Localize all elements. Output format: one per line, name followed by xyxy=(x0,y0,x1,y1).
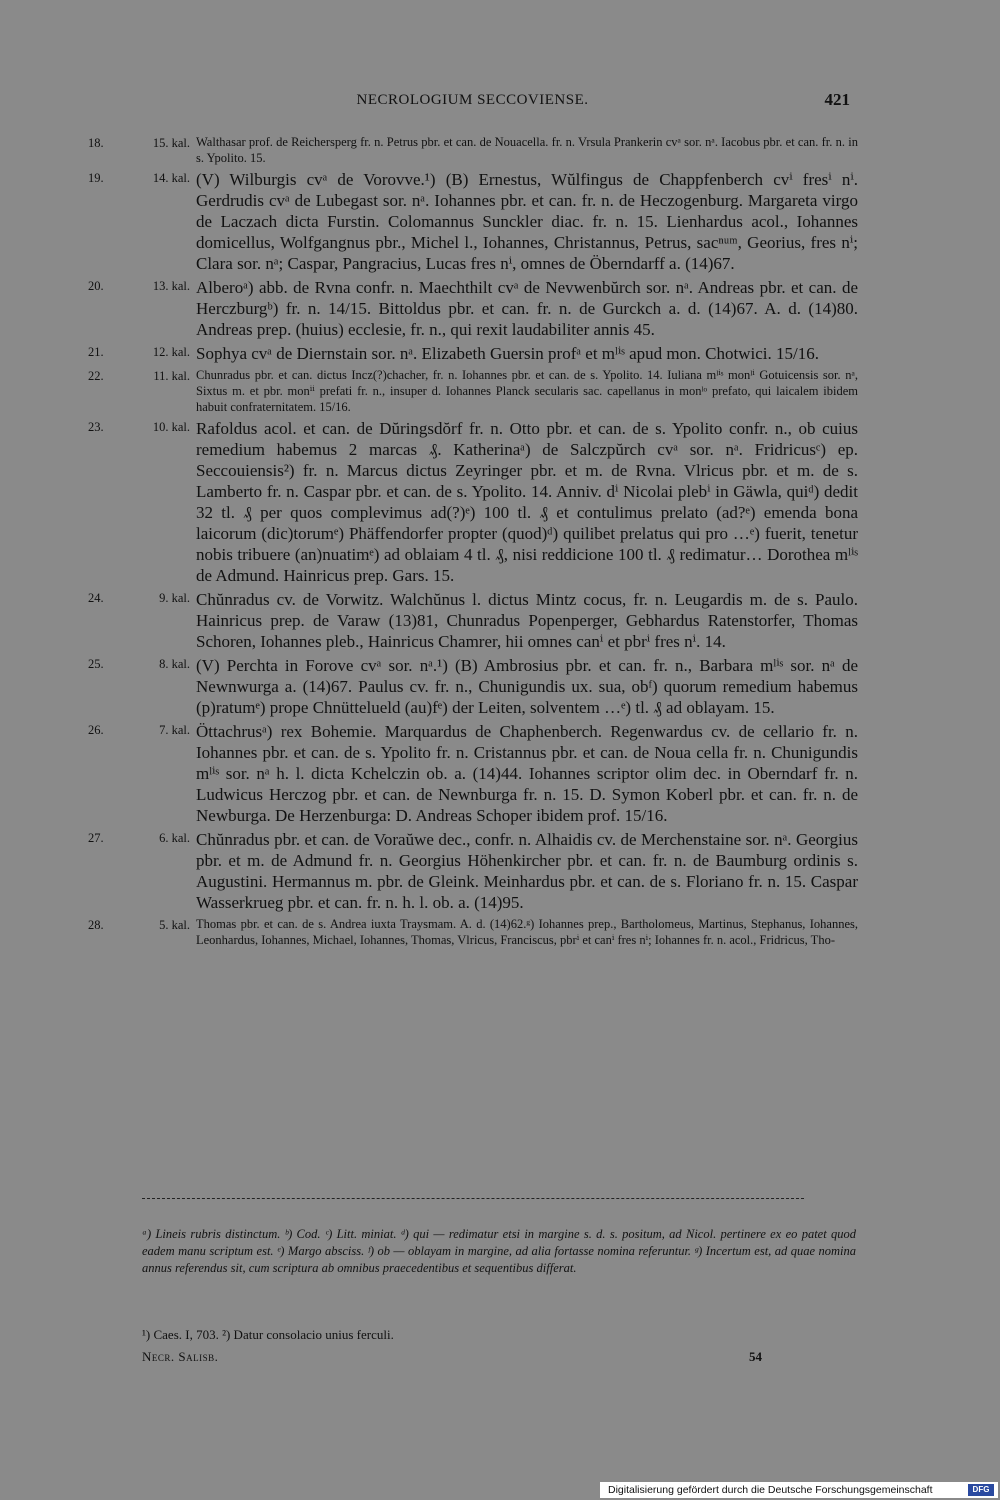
funding-footer xyxy=(600,1482,998,1498)
footnote-divider xyxy=(142,1198,804,1199)
entry-text: Chŭnradus cv. de Vorwitz. Walchŭnus l. dictus Mintz cocus, fr. n. Leugardis m. de s. Paulo. Hainricus prep. de Varaw (13)81, Chunradus Popenperger, Gebhardus Ratenstorfer, Thomas Schoren, Iohannes pleb., Hainricus Chamrer, hii omnes canⁱ et pbrⁱ fres nⁱ. 14. xyxy=(196,590,858,651)
entry-text: Sophya cvᵃ de Diernstain sor. nᵃ. Elizabeth Guersin profᵃ et mˡⁱˢ apud mon. Chotwici. 15/16. xyxy=(196,344,819,363)
entry-row xyxy=(88,829,858,913)
entry-date: 9. kal. xyxy=(159,591,190,605)
entry-date: 8. kal. xyxy=(159,657,190,671)
commentary-notes: ¹) Caes. I, 703. ²) Datur consolacio unius ferculi. xyxy=(142,1327,394,1342)
entry-date: 11. kal. xyxy=(153,369,190,383)
funding-text: Digitalisierung gefördert durch die Deutsche Forschungsgemeinschaft xyxy=(608,1484,933,1496)
entry-number: 28. xyxy=(88,918,104,932)
entry-row xyxy=(88,916,858,948)
page-number: 421 xyxy=(824,90,850,109)
entry-number: 20. xyxy=(88,279,104,293)
entry-date: 5. kal. xyxy=(159,918,190,932)
entry-date: 14. kal. xyxy=(152,171,190,185)
apparatus-footnotes: ᵃ) Lineis rubris distinctum. ᵇ) Cod. ᶜ) Litt. miniat. ᵈ) qui — redimatur etsi in margine s. d. s. positum, ad Nicol. pertinere ex eo patet quod eadem manu scriptum est. ᵉ) Margo absciss. ᶠ) ob — oblayam in margine, ad alia fortasse nomina referuntur. ᵍ) Incertum est, ad quae nomina annus referendus sit, cum scriptura ab omnibus praecedentibus et sequentibus differat. xyxy=(142,1227,856,1275)
entry-number: 18. xyxy=(88,136,104,150)
entry-date: 6. kal. xyxy=(159,831,190,845)
entry-row xyxy=(88,169,858,274)
entry-row xyxy=(88,721,858,826)
entry-row xyxy=(88,367,858,415)
entry-row xyxy=(88,343,858,364)
entry-text: (V) Perchta in Forove cvᵃ sor. nᵃ.¹) (B) Ambrosius pbr. et can. fr. n., Barbara mˡⁱˢ sor. nᵃ de Newnwurga a. (14)67. Paulus cv. fr. n., Chunigundis ux. sua, obᶠ) quorum remedium habemus (p)ratumᵉ) prope Chnüttelueld (au)fᵉ) der Leiten, solventem …ᵉ) tl. ₰ ad oblayam. 15. xyxy=(196,656,858,717)
entry-row xyxy=(88,589,858,652)
entry-row xyxy=(88,277,858,340)
entry-row xyxy=(88,655,858,718)
entry-text: Chunradus pbr. et can. dictus Incz(?)chacher, fr. n. Iohannes pbr. et can. de s. Ypolito. 14. Iuliana mˡⁱˢ monˡⁱ Gotuicensis sor. nᵃ, Sixtus m. et pbr. monⁱⁱ prefati fr. n., insuper d. Iohannes Planck secularis sac. capellanus in monˡᵒ prefato, qui laicalem ibidem habuit confraternitatem. 15/16. xyxy=(196,368,858,414)
entry-list xyxy=(88,134,858,951)
entry-row xyxy=(88,418,858,586)
signature-label: Necr. Salisb. xyxy=(142,1349,219,1364)
entry-number: 22. xyxy=(88,369,104,383)
entry-number: 27. xyxy=(88,831,104,845)
entry-text: (V) Wilburgis cvᵃ de Vorovve.¹) (B) Ernestus, Wŭlfingus de Chappfenberch cvⁱ fresⁱ nⁱ. Gerdrudis cvᵃ de Lubegast sor. nᵃ. Iohannes pbr. et can. fr. n. de Heczogenburg. Margareta virgo de Laczach dicta Furstin. Colomannus Sunckler diac. fr. n. 15. Lienhardus acol., Iohannes domicellus, Wolfgangnus pbr., Michel l., Iohannes, Christannus, Petrus, sacⁿᵘᵐ, Georius, fres nⁱ; Clara sor. nᵃ; Caspar, Pangracius, Lucas fres nⁱ, omnes de Öberndarff a. (14)67. xyxy=(196,170,858,273)
entry-number: 21. xyxy=(88,345,104,359)
entry-number: 26. xyxy=(88,723,104,737)
entry-date: 15. kal. xyxy=(152,136,190,150)
entry-date: 7. kal. xyxy=(159,723,190,737)
entry-number: 25. xyxy=(88,657,104,671)
entry-number: 24. xyxy=(88,591,104,605)
entry-text: Chŭnradus pbr. et can. de Voraŭwe dec., confr. n. Alhaidis cv. de Merchenstaine sor. nᵃ. Georgius pbr. et m. de Admund fr. n. Georgius Höhenkircher pbr. et can. fr. n. de Baumburg ordinis s. Augustini. Hermannus m. pbr. de Gleink. Meinhardus pbr. et can. de s. Floriano fr. n. 15. Caspar Wasserkrueg pbr. et can. fr. n. h. l. ob. a. (14)95. xyxy=(196,830,858,912)
entry-date: 10. kal. xyxy=(152,420,190,434)
dfg-logo-icon: DFG xyxy=(968,1484,994,1496)
entry-text: Walthasar prof. de Reichersperg fr. n. Petrus pbr. et can. de Nouacella. fr. n. Vrsula Prankerin cvᵃ sor. nᵃ. Iacobus pbr. et can. fr. n. in s. Ypolito. 15. xyxy=(196,135,858,165)
running-head xyxy=(0,92,1000,114)
entry-text: Thomas pbr. et can. de s. Andrea iuxta Traysmam. A. d. (14)62.ᵍ) Iohannes prep., Bartholomeus, Martinus, Stephanus, Iohannes, Leonhardus, Iohannes, Michael, Iohannes, Thomas, Vlricus, Franciscus, pbrⁱ et canⁱ fres nⁱ; Iohannes fr. n. acol., Fridricus, Tho- xyxy=(196,917,858,947)
entry-text: Alberoᵃ) abb. de Rvna confr. n. Maechthilt cvᵃ de Nevwenbŭrch sor. nᵃ. Andreas pbr. et can. de Herczburgᵇ) fr. n. 14/15. Bittoldus pbr. et can. fr. n. de Gurckch a. d. (14)67. A. d. (14)80. Andreas prep. (huius) ecclesie, fr. n., qui rexit laudabiliter annis 45. xyxy=(196,278,858,339)
entry-date: 13. kal. xyxy=(152,279,190,293)
page-title: NECROLOGIUM SECCOVIENSE. xyxy=(356,92,589,108)
entry-row xyxy=(88,134,858,166)
entry-number: 19. xyxy=(88,171,104,185)
signature-number: 54 xyxy=(749,1349,762,1364)
entry-text: Rafoldus acol. et can. de Dŭringsdŏrf fr. n. Otto pbr. et can. de s. Ypolito confr. n., ob cuius remedium habemus 2 marcas ₰. Katherinaᵃ) de Salczpŭrch cvᵃ sor. nᵃ. Fridricusᶜ) ep. Seccouiensis²) fr. n. Marcus dictus Zeyringer pbr. et m. de Rvna. Vlricus pbr. et m. de s. Lamberto fr. n. Caspar pbr. et can. de s. Ypolito. 14. Anniv. dⁱ Nicolai plebⁱ in Gäwla, quiᵈ) dedit 32 tl. ₰ per quos complevimus ad(?)ᵉ) 100 tl. ₰ et contulimus prelato (ad?ᵉ) emenda bona laicorum (dic)torumᵉ) Phäffendorfer propter (quod)ᵈ) quilibet prelatus qui pro …ᵉ) fuerit, tenetur nobis tribuere (an)nuatimᵉ) ad oblaiam 4 tl. ₰, nisi reddicione 100 tl. ₰ redimatur… Dorothea mˡⁱˢ de Admund. Hainricus prep. Gars. 15. xyxy=(196,419,858,585)
entry-number: 23. xyxy=(88,420,104,434)
entry-date: 12. kal. xyxy=(152,345,190,359)
entry-text: Öttachrusᵃ) rex Bohemie. Marquardus de Chaphenberch. Regenwardus cv. de cellario fr. n. Iohannes pbr. et can. de s. Ypolito fr. n. Cristannus pbr. et can. de Noua cella fr. n. Chunigundis mˡⁱˢ sor. nᵃ h. l. dicta Kchelczin ob. a. (14)44. Iohannes scriptor olim dec. in Oberndarf fr. n. Ludwicus Herczog pbr. et can. de Newnburga fr. n. 15. D. Symon Koberl pbr. et can. fr. n. de Newburga. De Herzenburga: D. Andreas Schoper ibidem prof. 15/16. xyxy=(196,722,858,825)
